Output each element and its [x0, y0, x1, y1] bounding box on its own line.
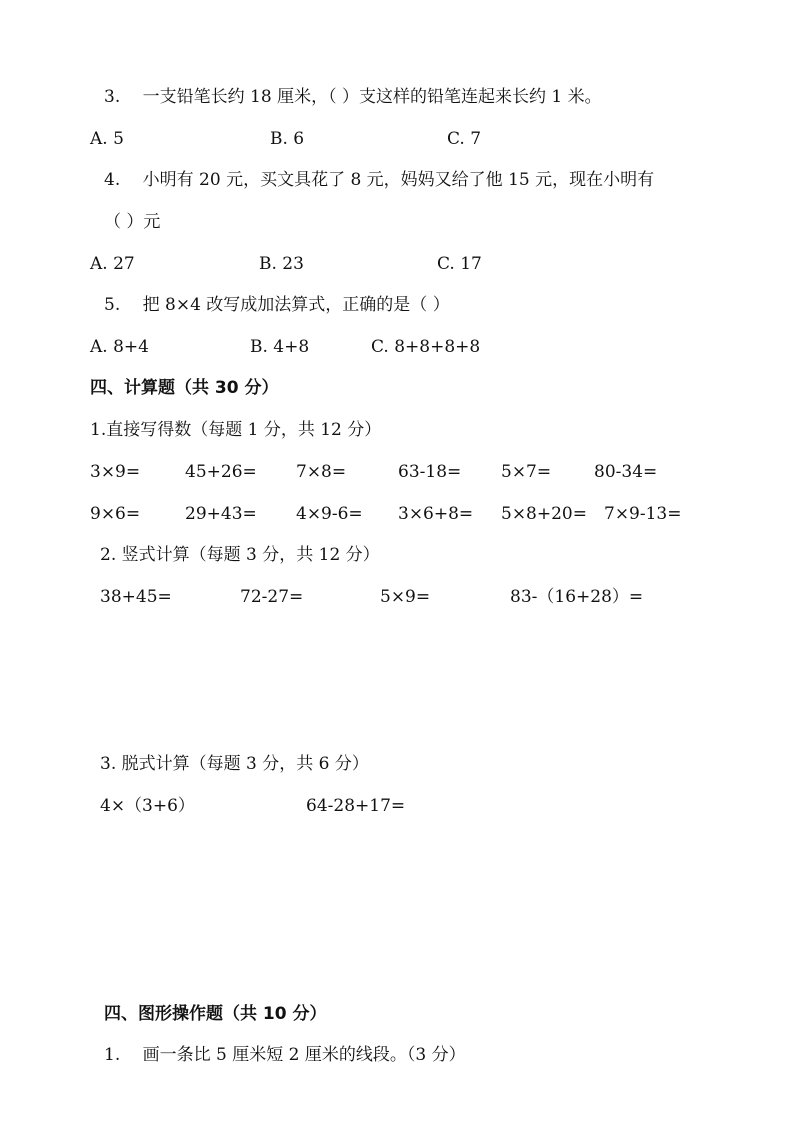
- vertical-calc-item: 72-27=: [240, 587, 304, 607]
- stepwise-calc-item: 4×（3+6）: [100, 796, 195, 816]
- vertical-calc-item: 5×9=: [380, 587, 431, 607]
- stepwise-calc-item: 64-28+17=: [306, 796, 406, 816]
- q3-option-a: A. 5: [90, 129, 124, 149]
- q4-option-c: C. 17: [437, 254, 482, 274]
- q3-option-c: C. 7: [447, 129, 482, 149]
- mental-calc-item: 45+26=: [185, 462, 257, 482]
- q5-option-a: A. 8+4: [90, 337, 149, 357]
- mental-calc-item: 9×6=: [90, 504, 141, 524]
- q5-option-c: C. 8+8+8+8: [371, 337, 481, 357]
- mental-calc-item: 3×9=: [90, 462, 141, 482]
- q4-option-b: B. 23: [259, 254, 304, 274]
- part-1-title: 1.直接写得数（每题 1 分，共 12 分）: [90, 420, 382, 440]
- q3-option-b: B. 6: [270, 129, 305, 149]
- mental-calc-item: 7×8=: [296, 462, 347, 482]
- mental-calc-item: 5×7=: [501, 462, 552, 482]
- part-2-title: 2. 竖式计算（每题 3 分，共 12 分）: [100, 545, 380, 565]
- mental-calc-item: 3×6+8=: [398, 504, 474, 524]
- geometry-question-1: 1. 画一条比 5 厘米短 2 厘米的线段。（3 分）: [104, 1045, 466, 1065]
- mental-calc-item: 7×9-13=: [604, 504, 682, 524]
- mental-calc-item: 80-34=: [594, 462, 658, 482]
- vertical-calc-item: 83-（16+28）=: [510, 587, 644, 607]
- question-4-stem-cont: （ ）元: [104, 212, 161, 232]
- vertical-calc-item: 38+45=: [100, 587, 172, 607]
- mental-calc-item: 63-18=: [398, 462, 462, 482]
- question-5-stem: 5. 把 8×4 改写成加法算式，正确的是（ ）: [104, 295, 450, 315]
- question-4-stem: 4. 小明有 20 元，买文具花了 8 元，妈妈又给了他 15 元，现在小明有: [104, 170, 655, 190]
- question-3-stem: 3. 一支铅笔长约 18 厘米，（ ）支这样的铅笔连起来长约 1 米。: [104, 87, 602, 107]
- q4-option-a: A. 27: [90, 254, 135, 274]
- section-4-title: 四、计算题（共 30 分）: [90, 378, 279, 398]
- mental-calc-item: 5×8+20=: [501, 504, 587, 524]
- part-3-title: 3. 脱式计算（每题 3 分，共 6 分）: [100, 754, 369, 774]
- q5-option-b: B. 4+8: [250, 337, 310, 357]
- mental-calc-item: 4×9-6=: [296, 504, 363, 524]
- section-geometry-title: 四、图形操作题（共 10 分）: [104, 1004, 327, 1024]
- mental-calc-item: 29+43=: [185, 504, 257, 524]
